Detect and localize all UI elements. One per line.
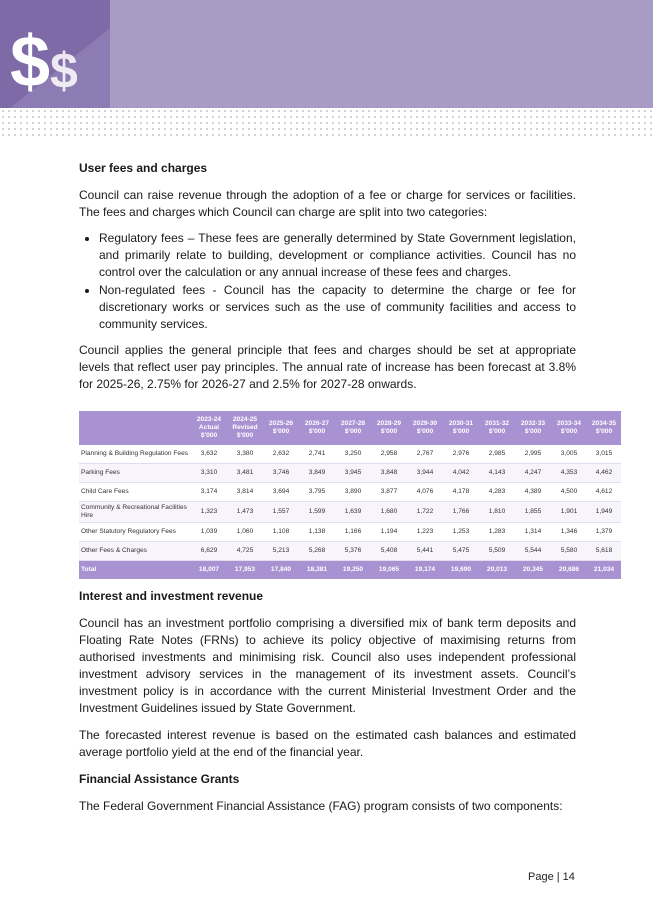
table-cell: 3,849 [299, 464, 335, 483]
column-header: 2025-26 $'000 [263, 411, 299, 445]
table-cell: 5,475 [443, 542, 479, 561]
table-cell: 5,441 [407, 542, 443, 561]
fee-categories-list [79, 230, 576, 333]
table-cell: 2,767 [407, 445, 443, 464]
table-cell: 3,795 [299, 483, 335, 502]
table-cell: 1,039 [191, 523, 227, 542]
table-cell: 1,599 [299, 502, 335, 523]
table-cell: 3,944 [407, 464, 443, 483]
total-cell: 20,686 [551, 561, 587, 580]
table-cell: 5,509 [479, 542, 515, 561]
column-header: 2024-25 Revised $'000 [227, 411, 263, 445]
user-fees-section [79, 160, 576, 393]
table-row [79, 483, 621, 502]
interest-paragraph-2: The forecasted interest revenue is based on the estimated cash balances and estimated average portfolio yield at the end of the financial year. [79, 728, 576, 759]
table-cell: 3,174 [191, 483, 227, 502]
page-number: Page | 14 [528, 871, 575, 883]
table-row [79, 445, 621, 464]
fees-table-container [79, 411, 621, 573]
row-label: Planning & Building Regulation Fees [79, 445, 191, 464]
table-cell: 5,618 [587, 542, 621, 561]
table-cell: 5,268 [299, 542, 335, 561]
list-item: • Non-regulated fees - Council has the capacity to determine the charge or fee for discretionary works or services such as the use of community facilities and access to community services. [99, 282, 576, 333]
interest-section [79, 588, 576, 815]
column-header-label [79, 411, 191, 445]
total-cell: 20,345 [515, 561, 551, 580]
table-cell: 1,639 [335, 502, 371, 523]
table-cell: 6,629 [191, 542, 227, 561]
table-cell: 1,722 [407, 502, 443, 523]
interest-heading: Interest and investment revenue [79, 589, 264, 603]
total-label: Total [79, 561, 191, 580]
table-cell: 3,632 [191, 445, 227, 464]
table-cell: 1,323 [191, 502, 227, 523]
column-header: 2023-24 Actual $'000 [191, 411, 227, 445]
table-cell: 4,500 [551, 483, 587, 502]
fees-table [79, 411, 621, 579]
table-cell: 3,877 [371, 483, 407, 502]
user-fees-heading: User fees and charges [79, 161, 208, 175]
dollar-signs-icon [0, 0, 110, 108]
table-cell: 4,143 [479, 464, 515, 483]
row-label: Other Fees & Charges [79, 542, 191, 561]
user-fees-closing: Council applies the general principle that fees and charges should be set at appropriate levels that reflect user pay principles. The annual rate of increase has been forecast at 3.8% for 2025-26, 2.75% for 2026-27 and 2.5% for 2027-28 onwards. [79, 343, 576, 391]
table-cell: 3,945 [335, 464, 371, 483]
user-fees-intro: Council can raise revenue through the adoption of a fee or charge for services or facilities. The fees and charges which Council can charge are split into two categories: [79, 188, 576, 219]
table-cell: 4,247 [515, 464, 551, 483]
total-cell: 21,034 [587, 561, 621, 580]
table-row [79, 523, 621, 542]
column-header: 2026-27 $'000 [299, 411, 335, 445]
row-label: Child Care Fees [79, 483, 191, 502]
row-label: Parking Fees [79, 464, 191, 483]
table-cell: 1,138 [299, 523, 335, 542]
total-cell: 17,840 [263, 561, 299, 580]
table-cell: 1,283 [479, 523, 515, 542]
table-cell: 2,632 [263, 445, 299, 464]
table-cell: 2,958 [371, 445, 407, 464]
interest-paragraph-1: Council has an investment portfolio comprising a diversified mix of bank term deposits and Floating Rate Notes (FRNs) to achieve its policy objective of maximising returns from authorised investments and minimising risk. Council also uses independent professional investment advisory services in the management of its investment assets. Council’s investment policy is in accordance with the current Ministerial Investment Order and the Investment Guidelines issued by State Government. [79, 616, 576, 715]
table-cell: 3,694 [263, 483, 299, 502]
table-row [79, 542, 621, 561]
table-cell: 3,746 [263, 464, 299, 483]
total-cell: 18,007 [191, 561, 227, 580]
svg-text:$: $ [10, 22, 51, 102]
table-cell: 1,223 [407, 523, 443, 542]
column-header: 2027-28 $'000 [335, 411, 371, 445]
column-header: 2032-33 $'000 [515, 411, 551, 445]
table-cell: 4,612 [587, 483, 621, 502]
table-cell: 3,814 [227, 483, 263, 502]
table-cell: 1,314 [515, 523, 551, 542]
table-cell: 4,178 [443, 483, 479, 502]
table-cell: 1,253 [443, 523, 479, 542]
table-cell: 3,005 [551, 445, 587, 464]
table-cell: 5,408 [371, 542, 407, 561]
table-cell: 3,848 [371, 464, 407, 483]
table-cell: 1,166 [335, 523, 371, 542]
table-cell: 3,250 [335, 445, 371, 464]
total-cell: 19,174 [407, 561, 443, 580]
table-header-row [79, 411, 621, 445]
fag-heading: Financial Assistance Grants [79, 772, 240, 786]
column-header: 2033-34 $'000 [551, 411, 587, 445]
table-cell: 4,389 [515, 483, 551, 502]
column-header: 2031-32 $'000 [479, 411, 515, 445]
list-item: • Regulatory fees – These fees are generally determined by State Government legislation, and primarily relate to building, development or compliance activities. Council has no control over the calculation or any annual increase of these fees and charges. [99, 230, 576, 281]
row-label: Other Statutory Regulatory Fees [79, 523, 191, 542]
table-cell: 4,725 [227, 542, 263, 561]
column-header: 2034-35 $'000 [587, 411, 621, 445]
table-cell: 3,380 [227, 445, 263, 464]
header-dot-pattern [0, 108, 653, 136]
table-cell: 2,995 [515, 445, 551, 464]
total-cell: 17,953 [227, 561, 263, 580]
table-cell: 1,108 [263, 523, 299, 542]
column-header: 2028-29 $'000 [371, 411, 407, 445]
column-header: 2030-31 $'000 [443, 411, 479, 445]
table-cell: 1,855 [515, 502, 551, 523]
table-cell: 1,194 [371, 523, 407, 542]
table-cell: 3,015 [587, 445, 621, 464]
table-row [79, 502, 621, 523]
table-cell: 3,481 [227, 464, 263, 483]
total-cell: 18,381 [299, 561, 335, 580]
total-cell: 20,013 [479, 561, 515, 580]
table-cell: 4,042 [443, 464, 479, 483]
logo-block [0, 0, 110, 108]
table-cell: 1,949 [587, 502, 621, 523]
table-cell: 1,680 [371, 502, 407, 523]
table-cell: 3,310 [191, 464, 227, 483]
table-cell: 1,346 [551, 523, 587, 542]
total-row [79, 561, 621, 580]
table-cell: 1,810 [479, 502, 515, 523]
fag-paragraph-1: The Federal Government Financial Assistance (FAG) program consists of two components: [79, 799, 563, 813]
table-cell: 4,076 [407, 483, 443, 502]
table-cell: 4,283 [479, 483, 515, 502]
table-cell: 1,473 [227, 502, 263, 523]
table-cell: 4,353 [551, 464, 587, 483]
table-cell: 5,580 [551, 542, 587, 561]
svg-text:$: $ [50, 43, 78, 99]
total-cell: 19,690 [443, 561, 479, 580]
table-cell: 2,741 [299, 445, 335, 464]
row-label: Community & Recreational Facilities Hire [79, 502, 191, 523]
table-cell: 2,976 [443, 445, 479, 464]
table-cell: 1,766 [443, 502, 479, 523]
table-cell: 1,060 [227, 523, 263, 542]
table-cell: 1,557 [263, 502, 299, 523]
total-cell: 19,065 [371, 561, 407, 580]
table-cell: 2,985 [479, 445, 515, 464]
table-cell: 3,890 [335, 483, 371, 502]
table-row [79, 464, 621, 483]
total-cell: 19,250 [335, 561, 371, 580]
table-cell: 5,376 [335, 542, 371, 561]
column-header: 2029-30 $'000 [407, 411, 443, 445]
table-cell: 5,213 [263, 542, 299, 561]
table-cell: 5,544 [515, 542, 551, 561]
table-cell: 1,901 [551, 502, 587, 523]
table-cell: 1,379 [587, 523, 621, 542]
table-cell: 4,462 [587, 464, 621, 483]
